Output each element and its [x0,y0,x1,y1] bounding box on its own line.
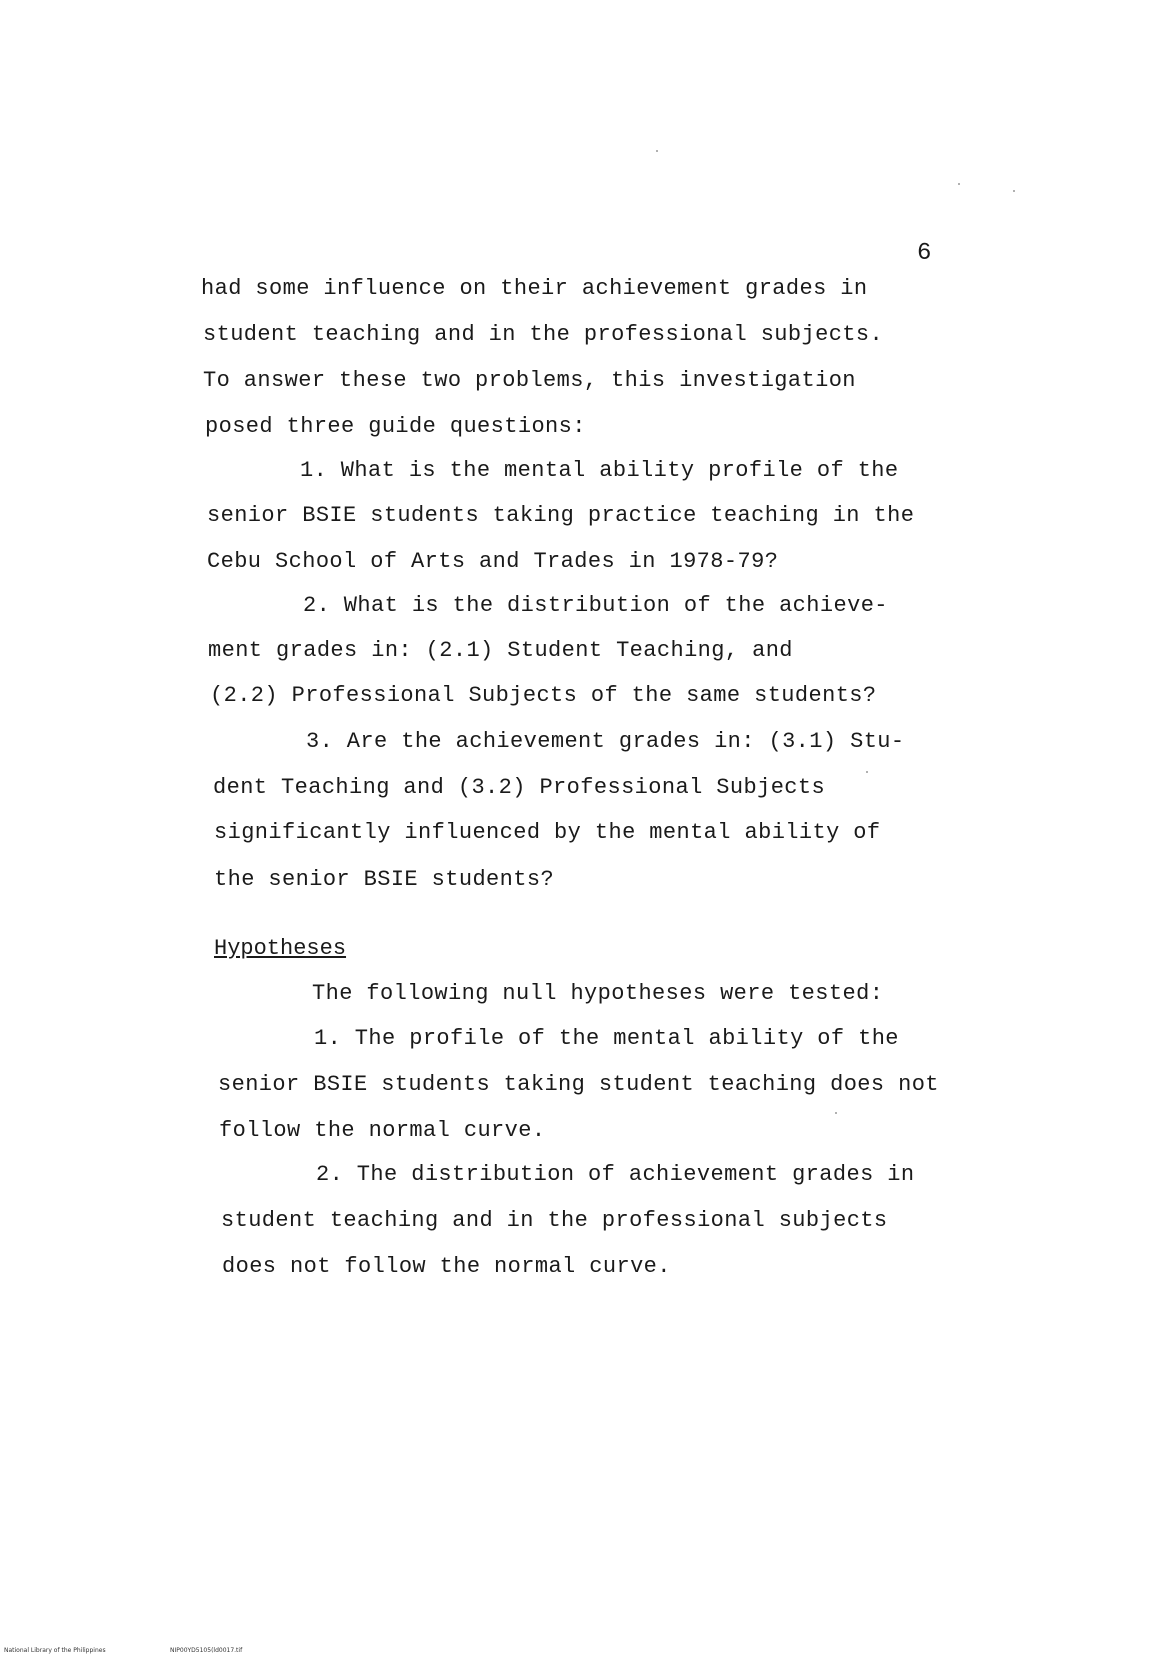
scan-speck [656,150,658,152]
footer-library: National Library of the Philippines [4,1647,106,1654]
body-line: the senior BSIE students? [214,867,555,892]
body-line: student teaching and in the professional subjects. [203,322,884,347]
question-1-line: 1. What is the mental ability profile of the [300,458,899,483]
body-line: had some influence on their achievement grades in [201,276,868,301]
hypotheses-line: follow the normal curve. [219,1118,546,1143]
scan-speck [835,1112,837,1114]
scan-speck [958,183,960,185]
scan-speck [1013,190,1015,192]
hypothesis-1-line: 1. The profile of the mental ability of the [314,1026,899,1051]
question-3-line: 3. Are the achievement grades in: (3.1) Stu- [306,729,905,754]
body-line: senior BSIE students taking practice teaching in the [207,503,915,528]
page-number: 6 [917,240,932,267]
hypothesis-2-line: 2. The distribution of achievement grades in [316,1162,915,1187]
hypotheses-heading: Hypotheses [214,936,347,961]
body-line: (2.2) Professional Subjects of the same students? [210,683,877,708]
hypotheses-line: student teaching and in the professional subjects [221,1208,888,1233]
hypotheses-line: does not follow the normal curve. [222,1254,671,1279]
body-line: To answer these two problems, this investigation [203,368,856,393]
body-line: ment grades in: (2.1) Student Teaching, and [208,638,793,663]
body-line: significantly influenced by the mental ability of [214,820,881,845]
hypotheses-line: The following null hypotheses were tested: [312,981,884,1006]
question-2-line: 2. What is the distribution of the achieve- [303,593,888,618]
footer-file-id: NIP00YD5105(ld0017.tif [170,1647,243,1654]
body-line: posed three guide questions: [205,414,586,439]
scan-speck [866,771,868,773]
body-line: dent Teaching and (3.2) Professional Subjects [213,775,826,800]
body-line: Cebu School of Arts and Trades in 1978-79? [207,549,779,574]
hypotheses-line: senior BSIE students taking student teaching does not [218,1072,939,1097]
